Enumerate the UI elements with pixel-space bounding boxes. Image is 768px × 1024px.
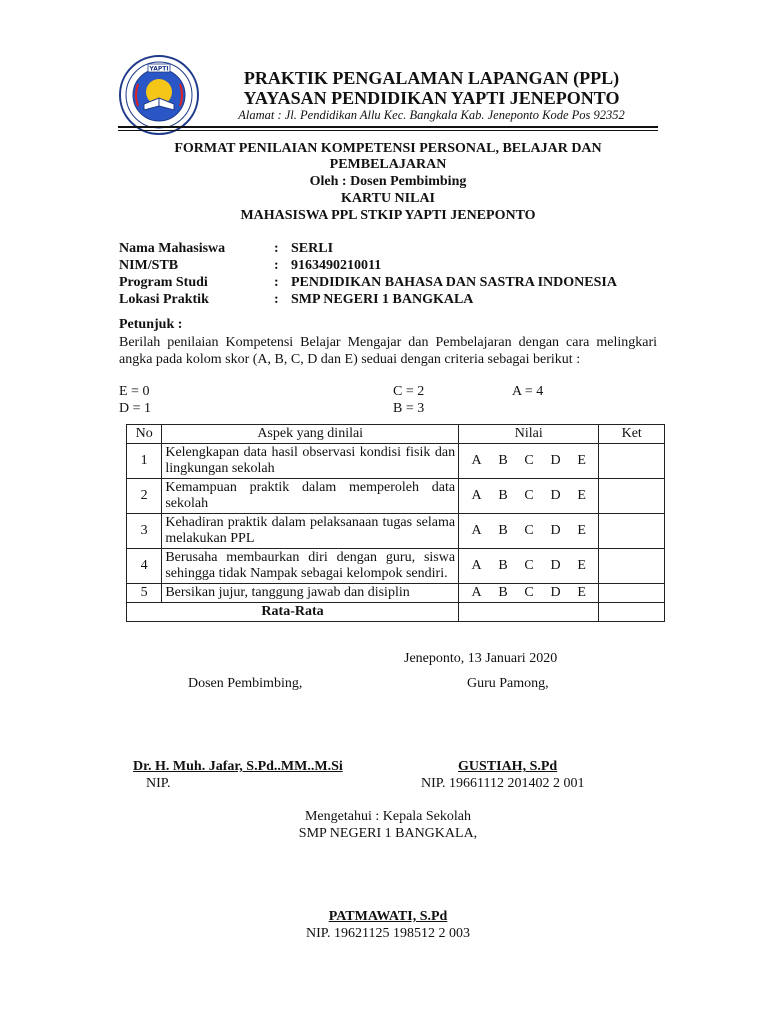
right-signatory-nip: NIP. 19661112 201402 2 001 (421, 776, 585, 791)
scale-c: C = 2 (393, 384, 425, 399)
title-line-1: FORMAT PENILAIAN KOMPETENSI PERSONAL, BELAJAR DAN (174, 141, 602, 156)
option-b[interactable]: B (498, 558, 508, 573)
header-line-2: YAYASAN PENDIDIKAN YAPTI JENEPONTO (243, 88, 620, 108)
option-b[interactable]: B (498, 453, 508, 468)
option-b[interactable]: B (498, 523, 508, 538)
option-c[interactable]: C (524, 585, 534, 600)
info-label: NIM/STB (119, 258, 179, 273)
principal-name-wrap (118, 908, 658, 925)
row-number: 5 (127, 584, 162, 603)
info-value: 9163490210011 (291, 258, 382, 273)
table-header-row (127, 425, 665, 444)
table-row (127, 514, 665, 549)
row-ket (599, 584, 665, 603)
header-ket: Ket (599, 425, 665, 444)
average-label: Rata-Rata (127, 603, 459, 622)
score-options[interactable] (459, 479, 599, 514)
right-role: Guru Pamong, (467, 676, 549, 691)
row-aspek: Bersikan jujur, tanggung jawab dan disiplin (162, 584, 459, 603)
scale-b: B = 3 (393, 401, 425, 416)
info-colon: : (274, 241, 279, 256)
table-row (127, 549, 665, 584)
title-line-4: KARTU NILAI (340, 191, 436, 206)
scale-e: E = 0 (119, 384, 150, 399)
principal-nip: NIP. 19621125 198512 2 003 (306, 926, 470, 941)
option-d[interactable]: D (550, 523, 561, 538)
info-label: Program Studi (119, 275, 208, 290)
option-d[interactable]: D (550, 453, 561, 468)
row-ket (599, 549, 665, 584)
average-value (459, 603, 599, 622)
option-c[interactable]: C (524, 453, 534, 468)
option-b[interactable]: B (498, 585, 508, 600)
instructions-heading: Petunjuk : (119, 317, 183, 332)
info-value: SERLI (291, 241, 334, 256)
institution-logo (118, 54, 200, 136)
info-colon: : (274, 275, 279, 290)
left-role: Dosen Pembimbing, (188, 676, 303, 691)
option-e[interactable]: E (577, 585, 586, 600)
row-ket (599, 514, 665, 549)
assessment-table (126, 424, 665, 622)
row-number: 2 (127, 479, 162, 514)
header-aspek: Aspek yang dinilai (162, 425, 459, 444)
score-options[interactable] (459, 584, 599, 603)
option-d[interactable]: D (550, 558, 561, 573)
row-aspek: Kehadiran praktik dalam pelaksanaan tugas selama melakukan PPL (162, 514, 459, 549)
row-ket (599, 479, 665, 514)
option-c[interactable]: C (524, 523, 534, 538)
option-a[interactable]: A (471, 488, 482, 503)
info-value: SMP NEGERI 1 BANGKALA (291, 292, 474, 307)
row-number: 4 (127, 549, 162, 584)
option-e[interactable]: E (577, 523, 586, 538)
header-line-1: PRAKTIK PENGALAMAN LAPANGAN (PPL) (243, 68, 620, 88)
row-ket (599, 444, 665, 479)
option-e[interactable]: E (577, 488, 586, 503)
score-options[interactable] (459, 549, 599, 584)
logo-text: YAPTI (149, 65, 169, 73)
row-number: 1 (127, 444, 162, 479)
score-options[interactable] (459, 514, 599, 549)
title-line-3: Oleh : Dosen Pembimbing (309, 174, 467, 189)
acknowledged-by: Mengetahui : Kepala Sekolah (304, 809, 471, 824)
info-label: Nama Mahasiswa (119, 241, 226, 256)
info-colon: : (274, 258, 279, 273)
table-footer-row (127, 603, 665, 622)
option-d[interactable]: D (550, 585, 561, 600)
option-b[interactable]: B (498, 488, 508, 503)
place-date: Jeneponto, 13 Januari 2020 (404, 651, 558, 666)
info-colon: : (274, 292, 279, 307)
header-rule-thin (118, 130, 658, 131)
table-row (127, 444, 665, 479)
info-value: PENDIDIKAN BAHASA DAN SASTRA INDONESIA (291, 275, 617, 290)
instructions-text: Berilah penilaian Kompetensi Belajar Mengajar dan Pembelajaran dengan cara melingkari angka pada kolom skor (A, B, C, D dan E) seduai dengan criteria sebagai berikut : (119, 335, 657, 367)
header-address: Alamat : Jl. Pendidikan Allu Kec. Bangkala Kab. Jeneponto Kode Pos 92352 (238, 108, 625, 122)
info-label: Lokasi Praktik (119, 292, 209, 307)
left-signatory-nip: NIP. (146, 776, 171, 791)
table-row (127, 479, 665, 514)
title-line-5: MAHASISWA PPL STKIP YAPTI JENEPONTO (240, 208, 536, 223)
row-aspek: Berusaha membaurkan diri dengan guru, siswa sehingga tidak Nampak sebagai kelompok sendiri. (162, 549, 459, 584)
header-nilai: Nilai (459, 425, 599, 444)
right-signatory-name: GUSTIAH, S.Pd (458, 759, 558, 774)
option-a[interactable]: A (471, 585, 482, 600)
left-signatory-name: Dr. H. Muh. Jafar, S.Pd..MM..M.Si (133, 759, 343, 774)
row-number: 3 (127, 514, 162, 549)
header-no: No (127, 425, 162, 444)
info-row-program (119, 274, 617, 291)
option-e[interactable]: E (577, 558, 586, 573)
row-aspek: Kelengkapan data hasil observasi kondisi fisik dan lingkungan sekolah (162, 444, 459, 479)
info-row-nim (119, 257, 617, 274)
option-e[interactable]: E (577, 453, 586, 468)
row-aspek: Kemampuan praktik dalam memperoleh data sekolah (162, 479, 459, 514)
logo-emblem-icon (118, 54, 200, 136)
title-line-2: PEMBELAJARAN (329, 157, 447, 172)
table-row (127, 584, 665, 603)
option-a[interactable]: A (471, 523, 482, 538)
option-c[interactable]: C (524, 488, 534, 503)
option-d[interactable]: D (550, 488, 561, 503)
average-ket (599, 603, 665, 622)
scale-d: D = 1 (119, 401, 152, 416)
option-c[interactable]: C (524, 558, 534, 573)
school-name: SMP NEGERI 1 BANGKALA, (298, 826, 478, 841)
scale-a: A = 4 (512, 384, 544, 399)
student-info (119, 240, 617, 308)
info-row-location (119, 291, 617, 308)
principal-name: PATMAWATI, S.Pd (328, 909, 448, 924)
header-rule-thick (118, 126, 658, 128)
option-a[interactable]: A (471, 453, 482, 468)
option-a[interactable]: A (471, 558, 482, 573)
info-row-name (119, 240, 617, 257)
score-options[interactable] (459, 444, 599, 479)
